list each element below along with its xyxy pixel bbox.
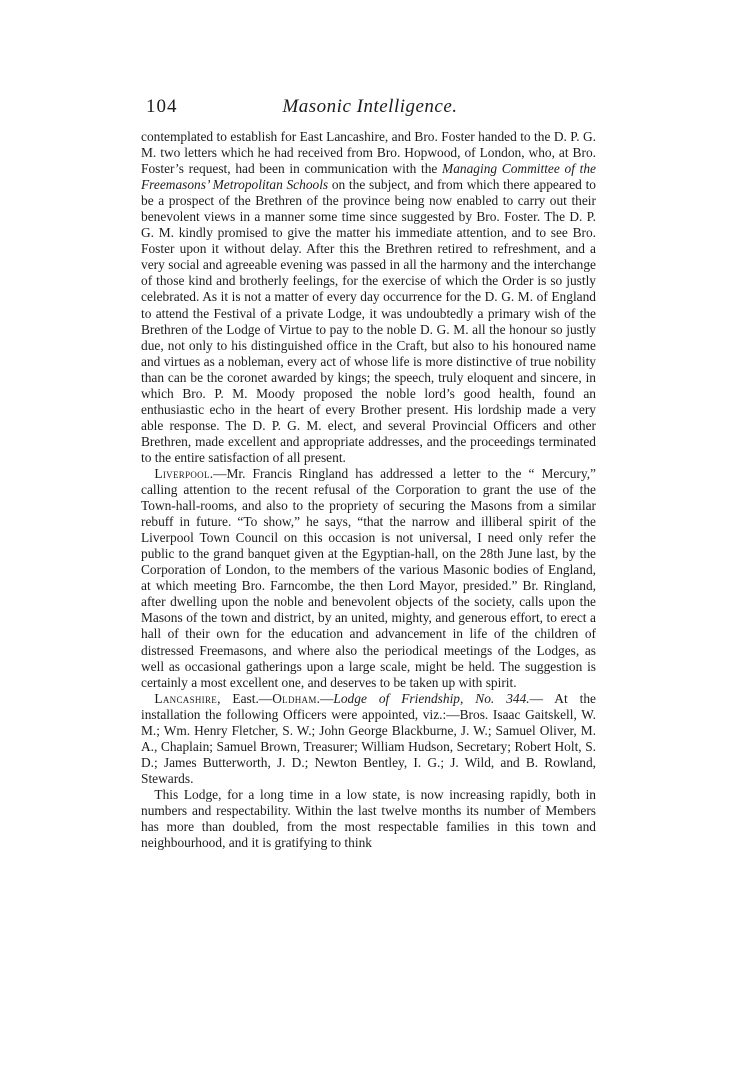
article-body xyxy=(141,129,596,851)
paragraph-text: — At the installation the following Officers were appointed, viz.:—Bros. Isaac Gaitskell, W. M.; Wm. Henry Fletcher, S. W.; John George Blackburne, J. W.; Samuel Oliver, M. A., Chaplain; Samuel Brown, Treasurer; William Hudson, Secretary; Robert Holt, S. D.; James Butterworth, J. D.; Newton Bentley, I. G.; J. Wild, and B. Rowland, Stewards. xyxy=(141,690,596,786)
paragraph-text: This Lodge, for a long time in a low state, is now increasing rapidly, both in numbers and respectability. Within the last twelve months its number of Members has more than doubled, from the most respectable families in this town and neighbourhood, and it is gratifying to think xyxy=(141,786,596,851)
running-title: Masonic Intelligence. xyxy=(282,96,458,117)
place-heading-liverpool: Liverpool xyxy=(154,465,210,481)
place-heading-oldham: Oldham xyxy=(272,690,317,706)
page-number: 104 xyxy=(146,96,178,117)
paragraph-liverpool xyxy=(141,466,596,691)
page-header xyxy=(0,96,740,126)
paragraph-text: , East.— xyxy=(217,690,273,706)
paragraph-text: contemplated to establish for East Lancashire, and Bro. Foster handed to the D. P. G. M. two letters which he had received from Bro. Hopwood, of London, who, at Bro. Foster’s request, had been in communication with the xyxy=(141,129,596,177)
paragraph-text: .— xyxy=(316,690,334,706)
place-heading-lancashire: Lancashire xyxy=(154,690,218,706)
paragraph-lodge-growth xyxy=(141,787,596,851)
paragraph-lodge-of-virtue xyxy=(141,129,596,466)
paragraph-oldham xyxy=(141,691,596,787)
paragraph-text: .—Mr. Francis Ringland has addressed a letter to the “ Mercury,” calling attention to the recent refusal of the Corporation to grant the use of the Town-hall-rooms, and also to the propriety of securing the Masons from a similar rebuff in future. “To show,” he says, “that the narrow and illiberal spirit of the Liverpool Town Council on this occasion is not universal, I need only refer the public to the grand banquet given at the Egyptian-hall, on the 28th June last, by the Corporation of London, to the members of the various Masonic bodies of England, at which meeting Bro. Farncombe, the then Lord Mayor, presided.” Br. Ringland, after dwelling upon the noble and benevolent objects of the society, calls upon the Masons of the town and district, by an united, mighty, and generous effort, to erect a hall of their own for the education and advancement in life of the children of distressed Freemasons, and where also the periodical meetings of the Lodges, as well as occasional gatherings upon a large scale, might be held. The suggestion is certainly a most excellent one, and deserves to be taken up with spirit. xyxy=(141,465,596,690)
committee-name: Managing Committee of the Freemasons’ Metropolitan Schools xyxy=(141,161,596,193)
lodge-name: Lodge of Friendship, No. 344. xyxy=(333,690,530,706)
paragraph-text: on the subject, and from which there appeared to be a prospect of the Brethren of the province being now enabled to carry out their benevolent views in a manner some time since suggested by Bro. Foster. The D. P. G. M. kindly promised to give the matter his immediate attention, and to see Bro. Foster upon it without delay. After this the Brethren retired to refreshment, and a very social and agreeable evening was passed in all the harmony and the interchange of those kind and brotherly feelings, for the exercise of which the Order is so justly celebrated. As it is not a matter of every day occurrence for the D. G. M. of England to attend the Festival of a private Lodge, it was undoubtedly a primary wish of the Brethren of the Lodge of Virtue to pay to the noble D. G. M. all the honour so justly due, not only to his distinguished office in the Craft, but also to his honoured name and virtues as a nobleman, every act of whose life is more distinctive of true nobility than can be the coronet awarded by kings; the speech, truly eloquent and sincere, in which Bro. P. M. Moody proposed the noble lord’s good health, found an enthusiastic echo in the heart of every Brother present. His lordship made a very able response. The D. P. G. M. elect, and several Provincial Officers and other Brethren, made excellent and appropriate addresses, and the proceedings terminated to the entire satisfaction of all present. xyxy=(141,177,596,465)
